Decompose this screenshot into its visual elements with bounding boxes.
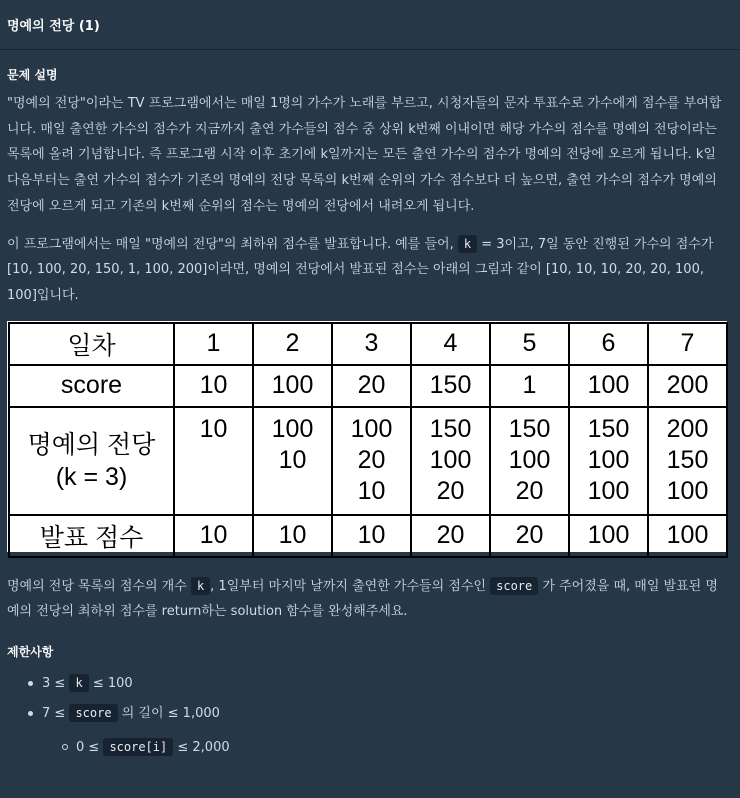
hof-value: 100: [587, 445, 630, 474]
problem-content: [0, 66, 740, 766]
problem-paragraph-2: [7, 232, 726, 309]
announced-cell: 20: [490, 515, 569, 557]
hof-cell: [648, 407, 727, 515]
hof-value: 200: [666, 414, 709, 443]
announced-cell: 100: [648, 515, 727, 557]
code-k: k: [191, 577, 210, 595]
paragraph-text: 가 주어졌을 때, 매일 발표된 명예의 전당의 최하위 점수를 return하는 solution 함수를 완성해주세요.: [7, 578, 718, 620]
day-cell: 3: [332, 323, 411, 365]
announced-cell: 10: [174, 515, 253, 557]
hof-value: 150: [429, 414, 472, 443]
hof-cell: [332, 407, 411, 515]
announced-cell: 10: [253, 515, 332, 557]
hof-cell: [490, 407, 569, 515]
table-row-hall-of-fame: [9, 407, 727, 515]
score-cell: 200: [648, 365, 727, 407]
paragraph-text: , 1일부터 마지막 날까지 출연한 가수들의 점수인: [210, 578, 486, 594]
problem-paragraph-1: "명예의 전당"이라는 TV 프로그램에서는 매일 1명의 가수가 노래를 부르고, 시청자들의 문자 투표수로 가수에게 점수를 부여합니다. 매일 출연한 가수의 점수가 지금까지 출연 가수들의 점수 중 상위 k번째 이내이면 해당 가수의 점수를 명예의 전당이라는 목록에 올려 기념합니다. 즉 프로그램 시작 이후 초기에 k일까지는 모든 출연 가수의 점수가 명예의 전당에 오르게 됩니다. k일 다음부터는 출연 가수의 점수가 기존의 명예의 전당 목록의 k번째 순위의 가수 점수보다 더 높으면, 출연 가수의 점수가 명예의 전당에 오르게 되고 기존의 k번째 순위의 점수는 명예의 전당에서 내려오게 됩니다.: [7, 96, 722, 214]
hof-label-line-1: 명예의 전당: [27, 430, 156, 459]
day-cell: 6: [569, 323, 648, 365]
constraint-item: [7, 698, 726, 728]
code-score-i: score[i]: [103, 738, 173, 756]
hof-value: 100: [429, 445, 472, 474]
day-cell: 5: [490, 323, 569, 365]
score-cell: 1: [490, 365, 569, 407]
announced-cell: 20: [411, 515, 490, 557]
announced-cell: 10: [332, 515, 411, 557]
day-cell: 1: [174, 323, 253, 365]
constraint-text: 0 ≤: [76, 740, 100, 756]
day-cell: 7: [648, 323, 727, 365]
score-cell: 100: [569, 365, 648, 407]
example-table-image: [7, 321, 727, 552]
hof-cell: [174, 407, 253, 515]
constraint-text: ≤ 2,000: [177, 740, 230, 756]
day-cell: 4: [411, 323, 490, 365]
problem-section-title: 문제 설명: [7, 68, 58, 82]
problem-paragraph-3: [7, 574, 726, 625]
hall-of-fame-table: [8, 322, 728, 558]
constraint-text: 3 ≤: [42, 676, 66, 692]
code-score: score: [490, 577, 538, 595]
paragraph-text: = 3이고, 7일 동안 진행된 가수의 점수가 [10, 100, 20, 150, 1, 100, 200]이라면, 명예의 전당에서 발표된 점수는 아래의 그림과 같이 [10, 10, 10, 20, 20, 100, 100]입니다.: [7, 236, 714, 303]
hof-value: 20: [515, 476, 544, 505]
score-cell: 10: [174, 365, 253, 407]
hof-cell: [411, 407, 490, 515]
score-cell: 150: [411, 365, 490, 407]
row-label-score: score: [9, 365, 174, 407]
hof-value: 100: [587, 476, 630, 505]
hof-value: 20: [436, 476, 465, 505]
constraint-text: 7 ≤: [42, 706, 66, 722]
constraint-item: [7, 668, 726, 698]
hof-label-line-2: (k = 3): [55, 462, 128, 491]
table-row-announced: [9, 515, 727, 557]
constraint-text: ≤ 100: [92, 676, 133, 692]
paragraph-text: 이 프로그램에서는 매일 "명예의 전당"의 최하위 점수를 발표합니다. 예를 들어,: [7, 236, 454, 252]
hof-value: 10: [357, 476, 386, 505]
hof-cell: [253, 407, 332, 515]
row-label-announced: 발표 점수: [9, 515, 174, 557]
hof-value: 10: [278, 445, 307, 474]
hof-value: 100: [508, 445, 551, 474]
hof-value: 100: [271, 414, 314, 443]
score-cell: 100: [253, 365, 332, 407]
code-score: score: [69, 704, 117, 722]
header-bar: [0, 0, 740, 50]
constraints-list: [7, 668, 726, 766]
row-label-day: 일차: [9, 323, 174, 365]
score-cell: 20: [332, 365, 411, 407]
hof-value: 10: [199, 414, 228, 443]
table-row-day: [9, 323, 727, 365]
hof-value: 100: [350, 414, 393, 443]
table-row-score: [9, 365, 727, 407]
announced-cell: 100: [569, 515, 648, 557]
hof-value: 150: [587, 414, 630, 443]
hof-value: 150: [666, 445, 709, 474]
page-title: 명예의 전당 (1): [7, 19, 100, 34]
code-k: k: [458, 235, 477, 253]
hof-value: 100: [666, 476, 709, 505]
row-label-hall-of-fame: [9, 407, 174, 515]
hof-value: 150: [508, 414, 551, 443]
code-k: k: [69, 674, 88, 692]
hof-cell: [569, 407, 648, 515]
paragraph-text: 명예의 전당 목록의 점수의 개수: [7, 578, 187, 594]
day-cell: 2: [253, 323, 332, 365]
constraint-subitem: [7, 728, 726, 766]
hof-value: 20: [357, 445, 386, 474]
constraint-text: 의 길이 ≤ 1,000: [121, 706, 220, 722]
constraints-section-title: 제한사항: [7, 645, 54, 660]
